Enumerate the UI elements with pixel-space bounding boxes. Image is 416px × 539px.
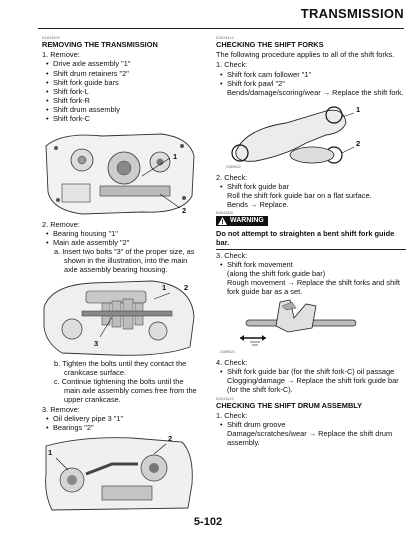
- step-detail: Clogging/damage → Replace the shift fork guide bar (for the shift fork-C).: [227, 376, 399, 395]
- step-label: 4. Check:: [216, 358, 248, 368]
- crankcase-illustration: [42, 126, 198, 218]
- section-title-checking-shift-forks: CHECKING THE SHIFT FORKS: [216, 40, 324, 50]
- section-title-removing-transmission: REMOVING THE TRANSMISSION: [42, 40, 158, 50]
- list-item: • Bearing housing "1": [42, 229, 200, 238]
- step1-list: [42, 59, 200, 122]
- list-item: • Shift fork-C: [42, 114, 200, 123]
- page-header-title: TRANSMISSION: [300, 6, 404, 21]
- oil-pipe-illustration: [42, 434, 198, 514]
- figure-shift-fork-on-bar: [216, 298, 366, 356]
- substep-b: b. Tighten the bolts until they contact the crankcase surface.: [54, 358, 187, 377]
- figure-shift-fork: [216, 99, 366, 171]
- callout-1: 1: [173, 151, 178, 161]
- list-item: • Shift fork-L: [42, 87, 200, 96]
- header-rule: [38, 28, 404, 29]
- section-title-checking-shift-drum: CHECKING THE SHIFT DRUM ASSEMBLY: [216, 400, 363, 410]
- right-column: [216, 36, 406, 447]
- figure-code: G089022: [226, 164, 241, 169]
- list-item: • Oil delivery pipe 3 "1": [42, 414, 200, 423]
- step-detail: Bends → Replace.: [227, 199, 289, 209]
- step-label: 1. Remove:: [42, 50, 80, 60]
- list-item: • Bearings "2": [42, 423, 200, 432]
- list-item: • Shift fork guide bar: [216, 182, 406, 191]
- callout-2: 2: [184, 282, 189, 292]
- list-item: • Shift drum assembly: [42, 105, 200, 114]
- callout-2: 2: [356, 138, 361, 148]
- callout-2: 2: [168, 434, 173, 444]
- callout-3: 3: [94, 338, 99, 348]
- list-item: • Shift fork-R: [42, 96, 200, 105]
- callout-2: 2: [182, 205, 187, 215]
- list-item: • Shift drum groove: [216, 420, 406, 429]
- list-item: • Shift fork guide bar (for the shift fork-C) oil passage: [216, 367, 406, 376]
- callout-1: 1: [48, 448, 53, 458]
- figure-code: G089023: [220, 350, 235, 355]
- step-detail: Damage/scratches/wear → Replace the shift drum assembly.: [227, 429, 393, 448]
- warning-badge: [216, 216, 268, 227]
- warning-rule: [216, 249, 406, 250]
- section-code: EAS26410: [216, 36, 234, 40]
- warning-text: Do not attempt to straighten a bent shift fork guide bar.: [216, 229, 395, 248]
- figure-transmission-crankcase: [42, 126, 198, 218]
- list-item: • Shift fork guide bars: [42, 78, 200, 87]
- step-label: 3. Check:: [216, 251, 248, 261]
- substep-c: c. Continue tightening the bolts until the main axle assembly comes free from the upper crankcase.: [54, 376, 197, 405]
- list-item: • Main axle assembly "2": [42, 238, 200, 247]
- figure-main-axle-removal: [42, 277, 198, 357]
- callout-1: 1: [162, 282, 167, 292]
- shift-fork-illustration: [216, 99, 366, 171]
- warning-triangle-icon: [218, 217, 227, 225]
- warning-code: EWA12840: [216, 210, 234, 215]
- substep-a: a. Insert two bolts "3" of the proper size, as shown in the illustration, into the main axle assembly bearing housing.: [54, 246, 195, 274]
- figure-oil-delivery-pipe: [42, 434, 198, 514]
- step-label: 2. Remove:: [42, 219, 80, 229]
- page-number: 5-102: [193, 515, 223, 528]
- step-label: 1. Check:: [216, 60, 248, 70]
- list-item: • Shift fork pawl "2": [216, 79, 406, 88]
- intro-text: The following procedure applies to all of the shift forks.: [216, 50, 395, 60]
- step-label: 3. Remove:: [42, 405, 80, 415]
- step-detail: Roll the shift fork guide bar on a flat surface.: [227, 190, 372, 200]
- step-label: 2. Check:: [216, 172, 248, 182]
- section-code: EAS26420: [216, 396, 234, 401]
- step-label: 1. Check:: [216, 410, 248, 420]
- step-detail: Bends/damage/scoring/wear → Replace the shift fork.: [227, 87, 404, 97]
- left-column: [42, 36, 200, 516]
- fork-on-bar-illustration: [216, 298, 366, 356]
- list-item: • Shift drum retainers "2": [42, 69, 200, 78]
- list-item: • Shift fork cam follower "1": [216, 70, 406, 79]
- callout-1: 1: [356, 104, 361, 114]
- main-axle-illustration: [42, 277, 198, 357]
- list-item: • Drive axle assembly "1": [42, 59, 200, 68]
- step-detail: (along the shift fork guide bar): [227, 269, 326, 279]
- list-item: • Shift fork movement: [216, 260, 406, 269]
- warning-label: WARNING: [230, 216, 264, 224]
- step-detail: Rough movement → Replace the shift forks and shift fork guide bar as a set.: [227, 278, 400, 297]
- section-code: EAS26400: [42, 36, 60, 40]
